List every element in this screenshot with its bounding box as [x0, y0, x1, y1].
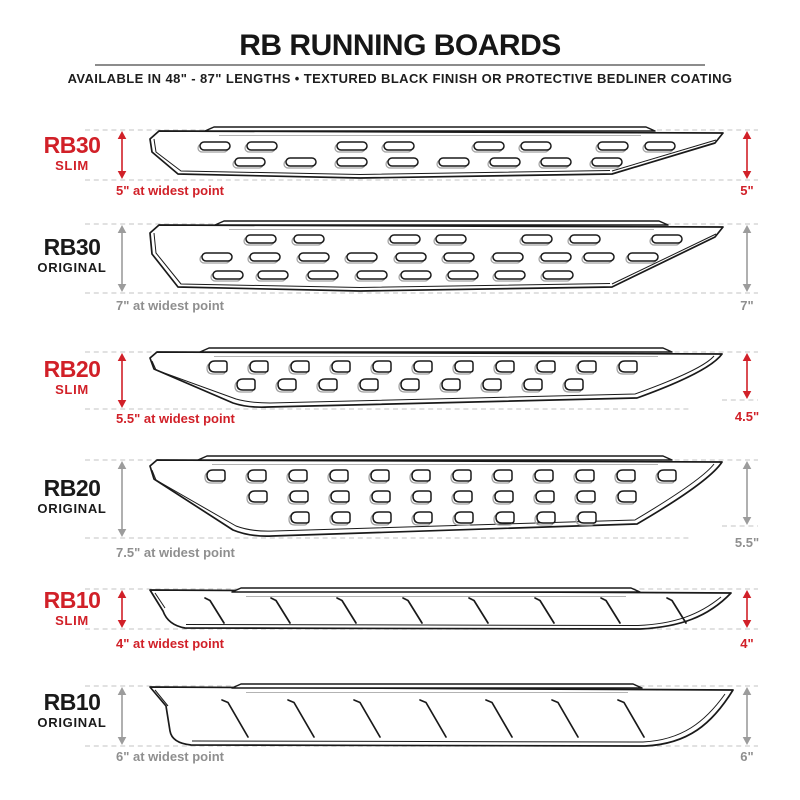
width-note-rb20-slim: 5.5" at widest point	[116, 411, 235, 426]
board-rb10-slim	[85, 588, 758, 629]
page-title: RB RUNNING BOARDS	[239, 29, 561, 62]
model-variant: ORIGINAL	[37, 260, 107, 275]
height-note-rb10-original: 6"	[740, 749, 754, 764]
model-label-rb10-slim	[28, 589, 116, 627]
model-name: RB10	[43, 587, 101, 613]
model-variant: SLIM	[55, 382, 89, 397]
model-variant: ORIGINAL	[37, 501, 107, 516]
model-label-rb20-slim	[28, 358, 116, 396]
height-note-rb30-slim: 5"	[740, 183, 754, 198]
height-note-rb20-slim: 4.5"	[734, 409, 760, 424]
width-note-rb10-slim: 4" at widest point	[116, 636, 225, 651]
width-note-rb20-original: 7.5" at widest point	[116, 545, 235, 560]
page-subtitle: AVAILABLE IN 48" - 87" LENGTHS • TEXTURED BLACK FINISH OR PROTECTIVE BEDLINER COATING	[67, 71, 733, 86]
width-note-rb30-original: 7" at widest point	[116, 298, 225, 313]
width-note-rb30-slim: 5" at widest point	[116, 183, 225, 198]
model-variant: SLIM	[55, 613, 89, 628]
model-name: RB30	[43, 132, 101, 158]
model-label-rb10-original	[28, 691, 116, 729]
board-rb30-original	[85, 221, 758, 293]
height-note-rb10-slim: 4"	[740, 636, 754, 651]
width-note-rb10-original: 6" at widest point	[116, 749, 225, 764]
height-note-rb30-original: 7"	[740, 298, 754, 313]
board-rb20-original	[85, 456, 758, 538]
model-variant: ORIGINAL	[37, 715, 107, 730]
model-variant: SLIM	[55, 158, 89, 173]
model-name: RB10	[43, 689, 101, 715]
model-label-rb20-original	[28, 477, 116, 515]
board-rb10-original	[85, 684, 758, 746]
height-note-rb20-original: 5.5"	[734, 535, 760, 550]
model-name: RB20	[43, 475, 101, 501]
board-rb20-slim	[85, 348, 758, 409]
model-label-rb30-original	[28, 236, 116, 274]
board-rb30-slim	[85, 127, 758, 180]
model-name: RB30	[43, 234, 101, 260]
model-name: RB20	[43, 356, 101, 382]
model-label-rb30-slim	[28, 134, 116, 172]
